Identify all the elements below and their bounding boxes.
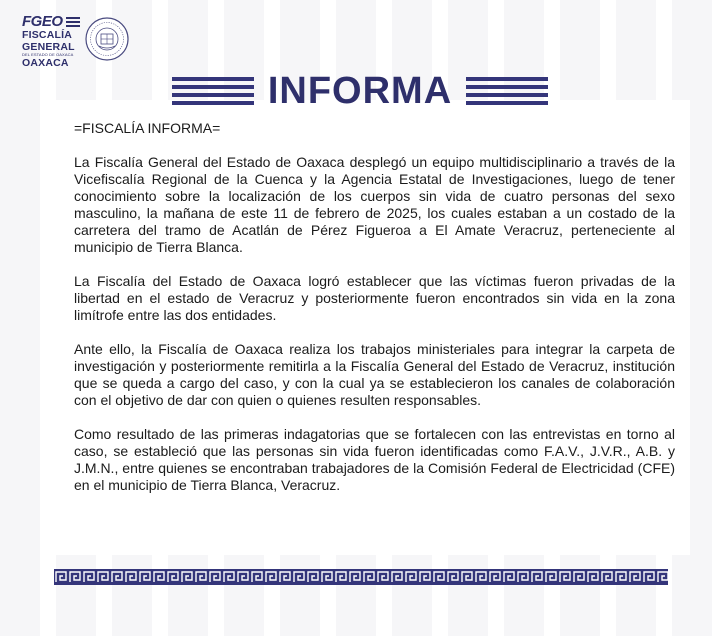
informa-heading xyxy=(0,70,720,112)
logo-line-3: OAXACA xyxy=(22,57,69,69)
greca-border xyxy=(54,569,668,585)
heading-stripes-right xyxy=(466,77,548,105)
document-body xyxy=(74,120,675,511)
paragraph-1: La Fiscalía General del Estado de Oaxaca desplegó un equipo multidisciplinario a través de la Vicefiscalía Regional de la Cuenca y la Agencia Estatal de Investigaciones, luego de tener conocimiento sobre la localización de los cuerpos sin vida de cuatro personas del sexo masculino, la mañana de este 11 de febrero de 2025, los cuales estaban a un costado de la carretera del tramo de Acatlán de Pérez Figueroa a El Amate Veracruz, perteneciente al municipio de Tierra Blanca. xyxy=(74,154,675,255)
paragraph-3: Ante ello, la Fiscalía de Oaxaca realiza los trabajos ministeriales para integrar la carpeta de investigación y posteriormente remitirla a la Fiscalía General del Estado de Veracruz, institución que se queda a cargo del caso, y con la cual ya se establecieron los canales de colaboración con el objetivo de dar con quien o quienes resulten responsables. xyxy=(74,341,675,408)
logo-line-2: GENERAL xyxy=(22,40,75,53)
heading-title: INFORMA xyxy=(267,70,453,112)
paragraph-4: Como resultado de las primeras indagatorias que se fortalecen con las entrevistas en torno al caso, se estableció que las personas sin vida fueron identificadas como F.A.V., J.V.R., A.B. y J.M.N., entre quienes se encontraban trabajadores de la Comisión Federal de Electricidad (CFE) en el municipio de Tierra Blanca, Veracruz. xyxy=(74,426,675,493)
fgeo-mark xyxy=(22,14,80,29)
heading-stripes-left xyxy=(172,77,254,105)
logo-tagline: DEL ESTADO DE OAXACA xyxy=(22,52,74,57)
logo-line-1: FISCALÍA xyxy=(22,29,73,41)
paragraph-2: La Fiscalía del Estado de Oaxaca logró establecer que las víctimas fueron privadas de la libertad en el estado de Veracruz y posteriormente fueron encontrados sin vida en la zona limítrofe entre las dos entidades. xyxy=(74,273,675,323)
logo-bars-icon xyxy=(66,17,80,27)
document-label: =FISCALÍA INFORMA= xyxy=(74,120,221,136)
fgeo-logo xyxy=(22,14,80,69)
logo-short: FGEO xyxy=(22,13,63,30)
seal-icon xyxy=(85,17,129,61)
